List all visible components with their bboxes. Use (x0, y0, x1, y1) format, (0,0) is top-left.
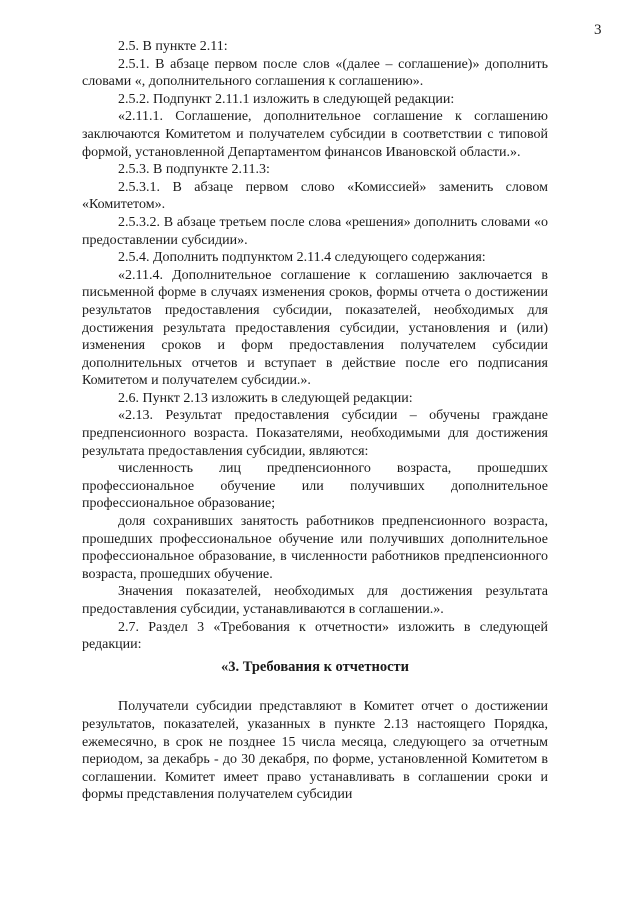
paragraph-2-5-1: 2.5.1. В абзаце первом после слов «(далее – соглашение)» дополнить словами «, дополнительного соглашения к соглашению». (82, 56, 548, 90)
indicator-values: Значения показателей, необходимых для достижения результата предоставления субсидии, устанавливаются в соглашении.». (82, 584, 548, 617)
indicator-1: численность лиц предпенсионного возраста, прошедших профессиональное обучение или получивших дополнительное профессиональное образование; (82, 461, 548, 512)
paragraph-2-7: 2.7. Раздел 3 «Требования к отчетности» изложить в следующей редакции: (82, 619, 548, 653)
indicator-2: доля сохранивших занятость работников предпенсионного возраста, прошедших профессиональное обучение или получивших дополнительное профессиональное образование, в численности работников предпенсионного возраста, прошедших обучение. (82, 514, 548, 582)
reporting-paragraph: Получатели субсидии представляют в Комитет отчет о достижении результатов, показателей, указанных в пункте 2.13 настоящего Порядка, ежемесячно, в срок не позднее 15 числа месяца, следующего за отчетным периодом, за декабрь - до 30 декабря, по форме, установленной Комитетом в соглашении. Комитет имеет право устанавливать в соглашении сроки и формы представления получателем субсидии (82, 699, 548, 803)
paragraph-2-13-text: «2.13. Результат предоставления субсидии – обучены граждане предпенсионного возраста. Показателями, необходимыми для достижения результата предоставления субсидии, являются: (82, 408, 548, 459)
paragraph-2-6: 2.6. Пункт 2.13 изложить в следующей редакции: (118, 390, 413, 406)
section-heading: «3. Требования к отчетности (221, 658, 409, 675)
paragraph-2-11-4-text: «2.11.4. Дополнительное соглашение к соглашению заключается в письменной форме в случаях изменения сроков, формы отчета о достижении результатов предоставления субсидии, показателей, необходимых для достижения результата предоставления субсидии, установления и (или) изменения сроков и форм предоставления получателем субсидии дополнительных отчетов и вступает в действие после его подписания Комитетом и получателем субсидии.». (82, 267, 548, 389)
paragraph-2-5-2: 2.5.2. Подпункт 2.11.1 изложить в следующей редакции: (118, 91, 455, 107)
document-body (82, 38, 548, 804)
paragraph-2-5: 2.5. В пункте 2.11: (118, 39, 228, 54)
paragraph-2-5-3-2: 2.5.3.2. В абзаце третьем после слова «решения» дополнить словами «о предоставлении субсидии». (82, 214, 548, 248)
paragraph-2-11-1-text: «2.11.1. Соглашение, дополнительное соглашение к соглашению заключаются Комитетом и получателем субсидии в соответствии с типовой формой, установленной Департаментом финансов Ивановской области.». (82, 109, 548, 160)
paragraph-2-5-3-1: 2.5.3.1. В абзаце первом слово «Комиссией» заменить словом «Комитетом». (82, 179, 548, 213)
paragraph-2-5-4: 2.5.4. Дополнить подпунктом 2.11.4 следующего содержания: (118, 250, 486, 266)
paragraph-2-5-3: 2.5.3. В подпункте 2.11.3: (118, 162, 270, 178)
page-number: 3 (594, 22, 602, 38)
